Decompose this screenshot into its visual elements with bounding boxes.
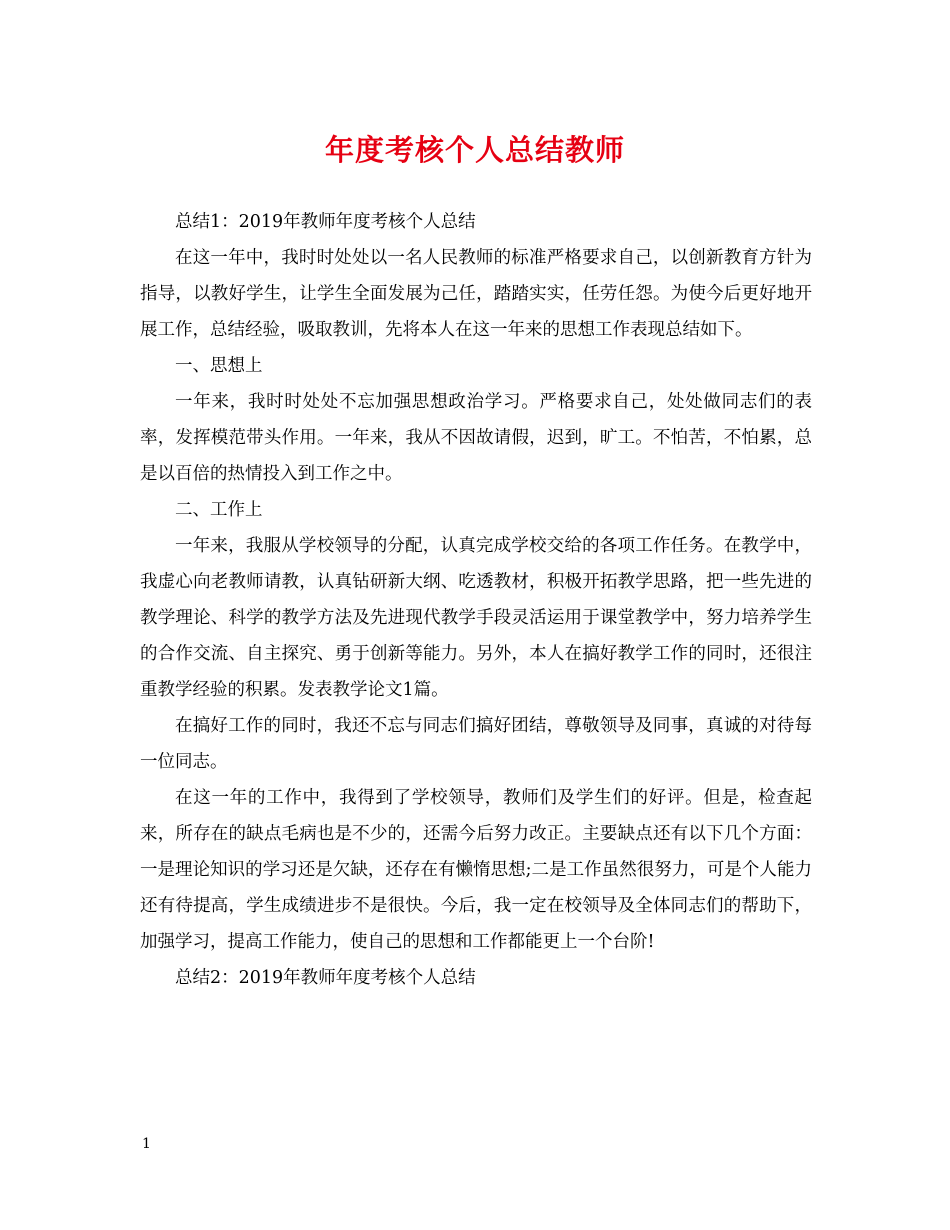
paragraph-section1-body: 一年来，我时时处处不忘加强思想政治学习。严格要求自己，处处做同志们的表率，发挥模范带头作用。一年来，我从不因故请假，迟到，旷工。不怕苦，不怕累，总是以百倍的热情投入到工作之中。 [140, 392, 812, 484]
paragraph-shortcomings: 在这一年的工作中，我得到了学校领导，教师们及学生们的好评。但是，检查起来，所存在的缺点毛病也是不少的，还需今后努力改正。主要缺点还有以下几个方面：一是理论知识的学习还是欠缺，还存在有懒惰思想;二是工作虽然很努力，可是个人能力还有待提高，学生成绩进步不是很快。今后，我一定在校领导及全体同志们的帮助下，加强学习，提高工作能力，使自己的思想和工作都能更上一个台阶! [140, 788, 812, 952]
paragraph-unity: 在搞好工作的同时，我还不忘与同志们搞好团结，尊敬领导及同事，真诚的对待每一位同志。 [140, 716, 812, 772]
paragraph-summary1-heading: 总结1：2019年教师年度考核个人总结 [175, 212, 476, 232]
paragraph-section1-heading: 一、思想上 [175, 356, 263, 376]
paragraph-intro: 在这一年中，我时时处处以一名人民教师的标准严格要求自己，以创新教育方针为指导，以教好学生，让学生全面发展为己任，踏踏实实，任劳任怨。为使今后更好地开展工作，总结经验，吸取教训，先将本人在这一年来的思想工作表现总结如下。 [140, 248, 812, 340]
paragraph-summary2-heading: 总结2：2019年教师年度考核个人总结 [175, 968, 476, 988]
page-number: 1 [142, 1136, 151, 1152]
document-body [140, 204, 812, 996]
paragraph-section2-body: 一年来，我服从学校领导的分配，认真完成学校交给的各项工作任务。在教学中，我虚心向老教师请教，认真钻研新大纲、吃透教材，积极开拓教学思路，把一些先进的教学理论、科学的教学方法及先进现代教学手段灵活运用于课堂教学中，努力培养学生的合作交流、自主探究、勇于创新等能力。另外，本人在搞好教学工作的同时，还很注重教学经验的积累。发表教学论文1篇。 [140, 536, 812, 700]
paragraph-section2-heading: 二、工作上 [175, 500, 263, 520]
document-title: 年度考核个人总结教师 [324, 133, 625, 167]
